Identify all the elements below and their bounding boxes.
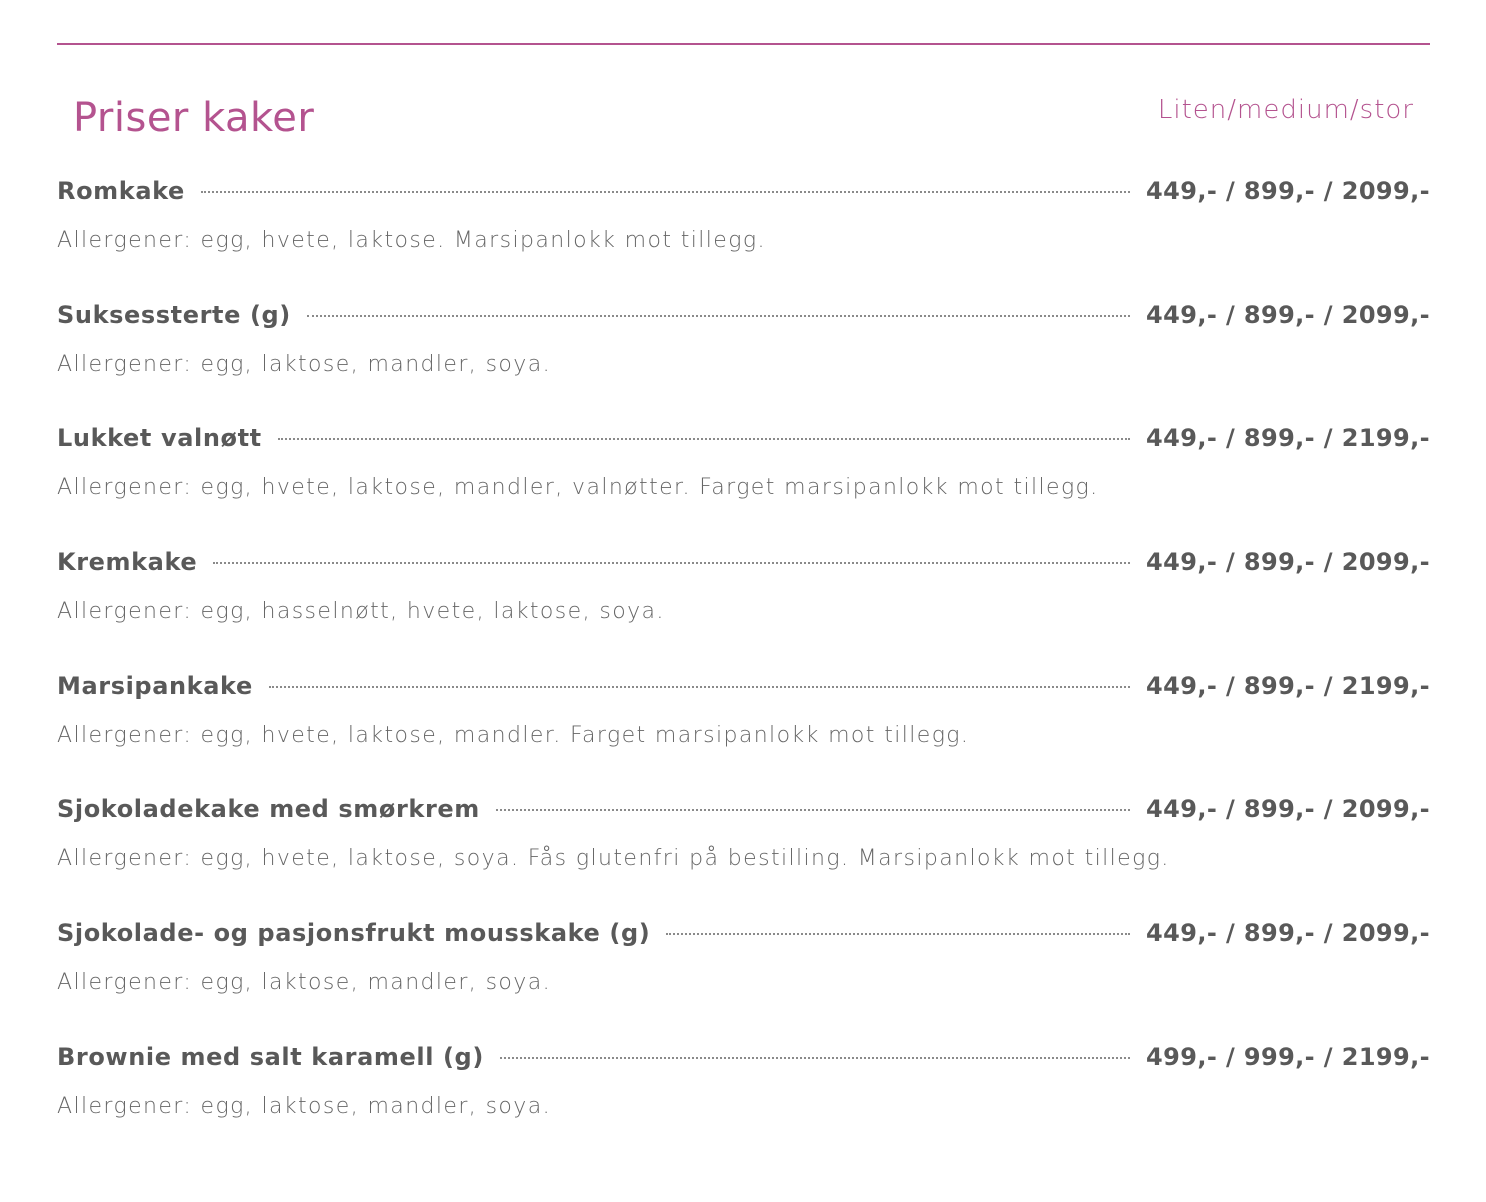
dotted-leader [307,315,1130,317]
menu-item [57,1037,1430,1161]
menu-item [57,542,1430,666]
item-allergens: Allergener: egg, hvete, laktose, soya. Fås glutenfri på bestilling. Marsipanlokk mot tillegg. [57,846,1170,872]
item-name: Kremkake [57,548,198,577]
item-allergens: Allergener: egg, laktose, mandler, soya. [57,1093,551,1119]
item-allergens: Allergener: egg, hvete, laktose. Marsipanlokk mot tillegg. [57,228,766,253]
size-legend: Liten/medium/stor [1157,95,1414,125]
item-price: 449,- / 899,- / 2099,- [1146,919,1430,948]
menu-item [57,913,1430,1037]
price-list [57,171,1430,1161]
item-row [57,171,1430,211]
item-price: 449,- / 899,- / 2099,- [1146,300,1430,329]
item-name: Sjokoladekake med smørkrem [57,795,480,824]
item-allergens: Allergener: egg, laktose, mandler, soya. [57,970,551,996]
item-name: Brownie med salt karamell (g) [57,1042,484,1071]
page-title: Priser kaker [73,95,315,141]
item-allergens: Allergener: egg, laktose, mandler, soya. [57,351,551,377]
dotted-leader [496,809,1130,811]
item-row [57,295,1430,335]
item-name: Marsipankake [57,671,253,700]
dotted-leader [500,1057,1130,1059]
dotted-leader [269,686,1130,688]
item-name: Lukket valnøtt [57,424,262,453]
item-price: 449,- / 899,- / 2199,- [1146,671,1430,700]
menu-item [57,295,1430,419]
item-row [57,418,1430,458]
item-row [57,666,1430,706]
menu-item [57,171,1430,295]
item-name: Sjokolade- og pasjonsfrukt mousskake (g) [57,919,651,948]
item-price: 449,- / 899,- / 2099,- [1146,548,1430,577]
item-row [57,789,1430,829]
dotted-leader [213,562,1130,564]
item-allergens: Allergener: egg, hvete, laktose, mandler. Farget marsipanlokk mot tillegg. [57,722,970,748]
item-allergens: Allergener: egg, hasselnøtt, hvete, laktose, soya. [57,599,665,625]
dotted-leader [278,438,1130,440]
item-row [57,1037,1430,1077]
item-row [57,913,1430,953]
item-name: Suksessterte (g) [57,300,291,329]
dotted-leader [666,933,1130,935]
item-price: 449,- / 899,- / 2199,- [1146,424,1430,453]
item-price: 499,- / 999,- / 2199,- [1146,1042,1430,1071]
item-price: 449,- / 899,- / 2099,- [1146,795,1430,824]
menu-item [57,418,1430,542]
top-rule [57,43,1430,45]
item-row [57,542,1430,582]
item-name: Romkake [57,177,185,205]
menu-item [57,789,1430,913]
item-price: 449,- / 899,- / 2099,- [1146,177,1430,205]
dotted-leader [201,191,1130,193]
menu-item [57,666,1430,790]
item-allergens: Allergener: egg, hvete, laktose, mandler, valnøtter. Farget marsipanlokk mot tillegg. [57,475,1099,501]
